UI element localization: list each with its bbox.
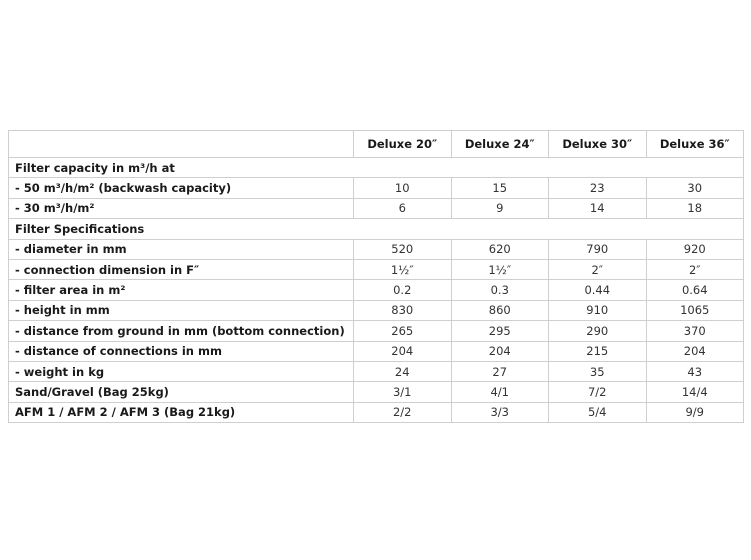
section-row <box>9 158 744 178</box>
table-cell: 1½″ <box>354 259 452 279</box>
table-cell: 290 <box>549 321 647 341</box>
row-label: - connection dimension in F″ <box>9 259 354 279</box>
row-label: - 50 m³/h/m² (backwash capacity) <box>9 178 354 198</box>
table-cell: 0.3 <box>451 280 549 300</box>
table-cell: 43 <box>646 361 744 381</box>
table-row <box>9 361 744 381</box>
table-row <box>9 239 744 259</box>
table-row <box>9 341 744 361</box>
table-cell: 790 <box>549 239 647 259</box>
table-cell: 1065 <box>646 300 744 320</box>
table-cell: 35 <box>549 361 647 381</box>
table-cell: 7/2 <box>549 382 647 402</box>
row-label: - distance of connections in mm <box>9 341 354 361</box>
table-cell: 1½″ <box>451 259 549 279</box>
table-row <box>9 382 744 402</box>
table-cell: 9/9 <box>646 402 744 422</box>
table-cell: 520 <box>354 239 452 259</box>
row-label: - height in mm <box>9 300 354 320</box>
row-label: - filter area in m² <box>9 280 354 300</box>
table-cell: 14/4 <box>646 382 744 402</box>
header-cell-deluxe-24: Deluxe 24″ <box>451 131 549 158</box>
row-label: Sand/Gravel (Bag 25kg) <box>9 382 354 402</box>
table-row <box>9 321 744 341</box>
table-row <box>9 300 744 320</box>
table-row <box>9 402 744 422</box>
table-cell: 9 <box>451 198 549 218</box>
table-cell: 370 <box>646 321 744 341</box>
header-cell-deluxe-20: Deluxe 20″ <box>354 131 452 158</box>
table-cell: 2″ <box>549 259 647 279</box>
table-cell: 204 <box>646 341 744 361</box>
row-label: - distance from ground in mm (bottom connection) <box>9 321 354 341</box>
table-cell: 3/3 <box>451 402 549 422</box>
table-row <box>9 178 744 198</box>
table-cell: 0.2 <box>354 280 452 300</box>
table-body <box>9 158 744 423</box>
table-cell: 215 <box>549 341 647 361</box>
table-cell: 5/4 <box>549 402 647 422</box>
section-label: Filter capacity in m³/h at <box>9 158 744 178</box>
table-cell: 15 <box>451 178 549 198</box>
table-cell: 4/1 <box>451 382 549 402</box>
header-cell-deluxe-36: Deluxe 36″ <box>646 131 744 158</box>
table-cell: 910 <box>549 300 647 320</box>
section-row <box>9 219 744 239</box>
table-cell: 920 <box>646 239 744 259</box>
table-row <box>9 259 744 279</box>
row-label: AFM 1 / AFM 2 / AFM 3 (Bag 21kg) <box>9 402 354 422</box>
table-cell: 23 <box>549 178 647 198</box>
table-cell: 265 <box>354 321 452 341</box>
header-cell <box>9 131 354 158</box>
spec-table <box>8 130 744 423</box>
table-cell: 204 <box>451 341 549 361</box>
table-cell: 860 <box>451 300 549 320</box>
table-cell: 6 <box>354 198 452 218</box>
table-cell: 204 <box>354 341 452 361</box>
table-cell: 24 <box>354 361 452 381</box>
table-cell: 2″ <box>646 259 744 279</box>
table-cell: 3/1 <box>354 382 452 402</box>
row-label: - diameter in mm <box>9 239 354 259</box>
row-label: - 30 m³/h/m² <box>9 198 354 218</box>
table-cell: 27 <box>451 361 549 381</box>
table-cell: 30 <box>646 178 744 198</box>
table-cell: 0.44 <box>549 280 647 300</box>
table-cell: 830 <box>354 300 452 320</box>
header-cell-deluxe-30: Deluxe 30″ <box>549 131 647 158</box>
section-label: Filter Specifications <box>9 219 744 239</box>
table-row <box>9 198 744 218</box>
header-row <box>9 131 744 158</box>
table-cell: 2/2 <box>354 402 452 422</box>
table-cell: 295 <box>451 321 549 341</box>
row-label: - weight in kg <box>9 361 354 381</box>
table-row <box>9 280 744 300</box>
table-cell: 14 <box>549 198 647 218</box>
table-cell: 620 <box>451 239 549 259</box>
table-cell: 18 <box>646 198 744 218</box>
table-cell: 10 <box>354 178 452 198</box>
table-cell: 0.64 <box>646 280 744 300</box>
